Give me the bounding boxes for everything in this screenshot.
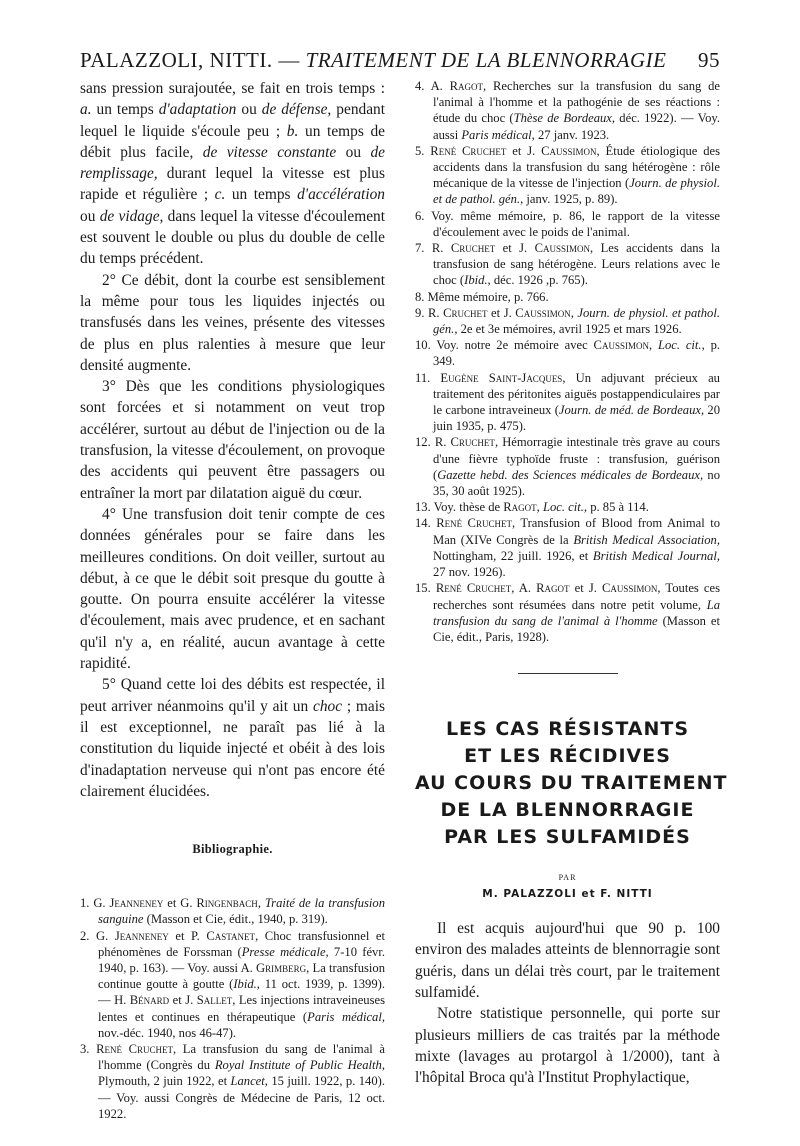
text-run: 11. <box>415 370 441 385</box>
text-run: 7. R. <box>415 241 451 256</box>
italic-text: a. <box>80 101 92 119</box>
small-caps-name: Jeanneney <box>114 928 169 943</box>
small-caps-name: Ringenbach <box>196 896 258 911</box>
text-run: Nottingham, 22 juill. 1926, et <box>433 548 593 563</box>
small-caps-name: Caussimon <box>541 143 597 158</box>
italic-text: Gazette hebd. des Sciences médicales de Bordeaux, <box>437 467 704 482</box>
text-run: 27 nov. 1926). <box>433 565 506 580</box>
paragraph <box>80 504 385 674</box>
italic-text: British Medical Association, <box>573 532 720 547</box>
text-run: 3. <box>80 1041 97 1056</box>
small-caps-name: Caussimon <box>515 305 571 320</box>
header-dash: — <box>272 48 306 72</box>
text-run: et J. <box>169 993 197 1008</box>
text-run: sans pression surajoutée, se fait en trois temps : <box>80 80 385 97</box>
left-column <box>80 78 385 1122</box>
article-title-line: DE LA BLENNORRAGIE <box>440 799 695 822</box>
text-run: et J. <box>569 581 602 596</box>
italic-text: Paris médical, <box>461 127 535 142</box>
text-run: 3° Dès que les conditions physiologiques sont forcées et si notamment on veut trop accélérer, surtout au début de l'injection ou de la transfusion, la vitesse d'écoulement, on provoque des accidents qui peuvent être passagers ou entraîner la mort par dilatation aiguë du cœur. <box>80 378 385 502</box>
small-caps-name: Ragot <box>503 500 537 515</box>
text-run: , Hémorragie intestinale très grave au cours d'une fièvre typhoïde fruste : transfusion, guérison ( <box>433 435 720 482</box>
text-run: pendant lequel le liquide s'écoule peu ; <box>80 101 386 140</box>
italic-text: Presse médicale, <box>241 944 329 959</box>
italic-text: de remplissage, <box>80 143 385 183</box>
italic-text: Thèse de Bordeaux, <box>513 111 616 126</box>
reference-item <box>415 434 720 499</box>
text-run: dans lequel la vitesse d'écoulement est souvent le double ou plus du double de celle du temps précédent. <box>80 207 386 268</box>
right-column <box>415 78 728 1088</box>
reference-item <box>415 240 720 289</box>
text-run: 10. Voy. notre 2e mémoire avec <box>415 338 594 353</box>
italic-text: Traité de la transfusion sanguine <box>98 896 385 927</box>
text-run: et G. <box>163 896 197 911</box>
small-caps-name: Eugène Saint-Jacques <box>440 370 563 385</box>
text-run: , <box>536 500 543 515</box>
reference-item <box>415 305 720 337</box>
text-run: 2. G. <box>80 928 115 943</box>
text-run: un temps <box>91 101 159 119</box>
text-run: , A. <box>511 581 537 596</box>
text-run: ou <box>80 207 100 225</box>
text-run: , Choc transfusionnel et phénomènes de Forssman ( <box>98 928 385 959</box>
text-run: 4. A. <box>415 79 450 93</box>
small-caps-name: Cruchet <box>443 305 488 320</box>
small-caps-name: René Cruchet <box>435 581 512 596</box>
text-run: 9. R. <box>415 305 444 320</box>
text-run: 11 oct. 1939, p. 1399). — H. <box>98 977 385 1008</box>
small-caps-name: Castanet <box>206 928 256 943</box>
italic-text: c. <box>214 186 226 204</box>
italic-text: British Medical Journal, <box>592 548 720 563</box>
italic-text: Paris médical, <box>307 1009 385 1024</box>
italic-text: de vitesse constante <box>202 143 337 161</box>
text-run: ou <box>236 101 262 119</box>
small-caps-name: Jeanneney <box>109 896 164 911</box>
text-run: déc. 1922). — Voy. aussi <box>433 111 720 142</box>
text-run: 27 janv. 1923. <box>534 127 610 142</box>
text-run: no 35, 30 août 1925). <box>433 467 720 499</box>
italic-text: Royal Institute of Public Health, <box>214 1058 385 1073</box>
paragraph <box>415 918 720 1003</box>
text-run: Il est acquis aujourd'hui que 90 p. 100 environ des malades atteints de blennorragie sont guéris, dans un délai très court, par le traitement sulfamidé. <box>415 920 720 1001</box>
small-caps-name: Cruchet <box>450 241 496 256</box>
reference-item <box>415 370 720 435</box>
text-run: 5. <box>415 143 431 158</box>
text-run: et J. <box>495 241 535 256</box>
text-run: 12. R. <box>415 435 451 450</box>
text-run: et J. <box>487 305 516 320</box>
header-title: TRAITEMENT DE LA BLENNORRAGIE <box>305 48 667 72</box>
text-run: , Les accidents dans la transfusion de sang hétérogène. Leurs relations avec le choc ( <box>433 241 721 288</box>
italic-text: Lancet, <box>230 1074 268 1089</box>
text-run: 15. <box>415 581 436 596</box>
reference-item <box>415 515 720 580</box>
text-run: janv. 1925, p. 89). <box>523 192 618 207</box>
text-run: p. 349. <box>433 338 721 369</box>
italic-text: d'adaptation <box>158 101 237 119</box>
text-run: p. 85 à 114. <box>587 500 649 515</box>
italic-text: La transfusion du sang de l'animal à l'homme <box>433 597 720 628</box>
small-caps-name: Cruchet <box>450 435 495 450</box>
italic-text: de vidage, <box>99 207 164 225</box>
text-run: , Recherches sur la transfusion du sang de l'animal à l'homme et la pathogénie de ses réactions : étude du choc ( <box>433 79 720 126</box>
text-run: Plymouth, 2 juin 1922, et <box>98 1074 231 1089</box>
text-run: 2e et 3e mémoires, avril 1925 et mars 1926. <box>457 322 682 337</box>
reference-item <box>80 1041 385 1122</box>
small-caps-name: Sallet <box>196 993 233 1008</box>
text-run: , <box>648 338 658 353</box>
text-run: 13. Voy. thèse de <box>415 500 504 515</box>
text-run: 14. <box>415 516 437 531</box>
text-run: durant lequel la vitesse est plus rapide et régulière ; <box>80 165 385 204</box>
reference-item <box>415 208 720 240</box>
text-run: , Transfusion of Blood from Animal to Man (XIVe Congrès de la <box>433 516 720 547</box>
text-run: , Un adjuvant précieux au traitement des péritonites aiguës postappendiculaires par le carbone intraveineux ( <box>433 370 720 418</box>
paragraph <box>80 674 385 802</box>
article-title-line: PAR LES SULFAMIDÉS <box>444 826 691 849</box>
small-caps-name: Bénard <box>129 993 170 1008</box>
page-number: 95 <box>698 48 720 72</box>
paragraph <box>80 376 385 504</box>
article-body-text <box>415 918 720 1088</box>
text-run: un temps <box>225 186 298 204</box>
byline-par: PAR <box>558 873 577 883</box>
section-divider <box>518 673 618 674</box>
text-run: 2° Ce débit, dont la courbe est sensiblement la même pour tous les liquides injectés ou transfusés dans les veines, présente des vitesses de plus en plus ralenties à mesure que leur densité augmente. <box>80 271 385 374</box>
paragraph <box>415 1003 720 1088</box>
text-run: , <box>257 896 265 911</box>
header-authors: PALAZZOLI, NITTI. <box>80 48 273 72</box>
text-run: et J. <box>506 143 542 158</box>
text-run: 15 juill. 1922, p. 140). — Voy. aussi Congrès de Médecine de Paris, 12 oct. 1922. <box>98 1074 385 1121</box>
text-run: , Toutes ces recherches sont résumées dans notre petit volume, <box>433 581 720 612</box>
text-run: , La transfusion continue goutte à goutte ( <box>98 960 385 992</box>
italic-text: Loc. cit., <box>542 500 588 515</box>
reference-item <box>415 337 720 369</box>
text-run: , Étude étiologique des accidents dans la transfusion du sang hétérogène : rôle mécanique de la vitesse de l'injection ( <box>433 143 721 191</box>
small-caps-name: Ragot <box>536 581 570 596</box>
text-run: Notre statistique personnelle, qui porte sur plusieurs milliers de cas traités par la méthode mixte (lavages au protargol à 1/2000), tant à l'hôpital Broca qu'à l'Institut Prophylactique, <box>415 1005 720 1087</box>
small-caps-name: Grimberg <box>256 960 307 975</box>
text-run: 6. Voy. même mémoire, p. 86, le rapport de la vitesse d'écoulement avec le poids de l'animal. <box>415 208 720 239</box>
italic-text: Journ. de méd. de Bordeaux, <box>558 403 705 418</box>
text-run: , <box>570 305 578 320</box>
italic-text: Journ. de physiol. et pathol. gén., <box>433 305 720 337</box>
small-caps-name: Ragot <box>449 79 484 93</box>
left-body-text <box>80 78 385 802</box>
bibliography-heading: Bibliographie. <box>192 842 273 857</box>
reference-item <box>415 499 720 515</box>
italic-text: de défense, <box>261 101 332 119</box>
reference-item <box>415 580 720 645</box>
italic-text: Journ. de physiol. et de pathol. gén., <box>433 176 720 207</box>
article-title-line: LES CAS RÉSISTANTS <box>445 718 690 741</box>
bibliography-list-right <box>415 78 720 645</box>
text-run: un temps de débit plus facile, <box>80 122 385 161</box>
running-header <box>80 42 720 78</box>
italic-text: Loc. cit., <box>657 338 705 353</box>
article-title-line: ET LES RÉCIDIVES <box>464 745 671 768</box>
reference-item <box>415 289 720 305</box>
text-run: déc. 1926 ,p. 765). <box>490 273 588 288</box>
article-title-line: AU COURS DU TRAITEMENT <box>415 772 728 795</box>
text-run: , La transfusion du sang de l'animal à l'homme (Congrès du <box>98 1041 385 1073</box>
text-run: , Les injections intraveineuses lentes et continues en thérapeutique ( <box>98 993 385 1024</box>
text-run: nov.-déc. 1940, nos 46-47). <box>98 1025 237 1040</box>
article-title <box>415 716 728 851</box>
text-run: et P. <box>168 928 207 943</box>
text-run: 1. G. <box>80 896 110 911</box>
text-run: (Masson et Cie, édit., Paris, 1928). <box>433 613 721 644</box>
bibliography-list-left <box>80 895 385 1122</box>
article-authors: M. PALAZZOLI et F. NITTI <box>482 888 653 901</box>
small-caps-name: René Cruchet <box>430 143 507 158</box>
reference-item <box>415 78 720 143</box>
small-caps-name: Caussimon <box>593 338 649 353</box>
reference-item <box>80 895 385 927</box>
text-run: 5° Quand cette loi des débits est respectée, il peut arriver néanmoins qu'il y ait un <box>80 676 385 715</box>
italic-text: d'accélération <box>297 186 385 204</box>
small-caps-name: Caussimon <box>601 581 658 596</box>
text-run: 4° Une transfusion doit tenir compte de ces données générales pour se faire dans les meilleures conditions. On doit veiller, surtout au début, à ce que le débit soit presque du goutte à goutte. On pourra ensuite accélérer la vitesse d'écoulement, mais avec prudence, et en sachant qu'il n'y a, en réalité, aucun avantage à cette rapidité. <box>80 505 385 673</box>
italic-text: b. <box>286 122 299 140</box>
text-run: ou <box>336 143 371 161</box>
italic-text: Ibid., <box>464 273 491 288</box>
running-title <box>80 48 666 73</box>
reference-item <box>415 143 720 208</box>
paragraph <box>80 78 385 270</box>
italic-text: choc <box>312 697 343 715</box>
reference-item <box>80 928 385 1041</box>
small-caps-name: René Cruchet <box>96 1041 174 1056</box>
text-run: 8. Même mémoire, p. 766. <box>415 289 549 304</box>
small-caps-name: Caussimon <box>534 241 591 256</box>
text-run: ; mais il est exceptionnel, ne paraît pas lié à la constitution du liquide injecté et obéit à des lois d'inadaptation nerveuse qui n'ont pas encore été clairement élucidées. <box>80 697 385 800</box>
text-run: (Masson et Cie, édit., 1940, p. 319). <box>143 912 328 927</box>
small-caps-name: René Cruchet <box>436 516 512 531</box>
italic-text: Ibid., <box>233 977 260 992</box>
text-run: 7-10 févr. 1940, p. 163). — Voy. aussi A. <box>98 944 385 975</box>
paragraph <box>80 270 385 376</box>
text-run: 20 juin 1935, p. 475). <box>433 403 720 434</box>
